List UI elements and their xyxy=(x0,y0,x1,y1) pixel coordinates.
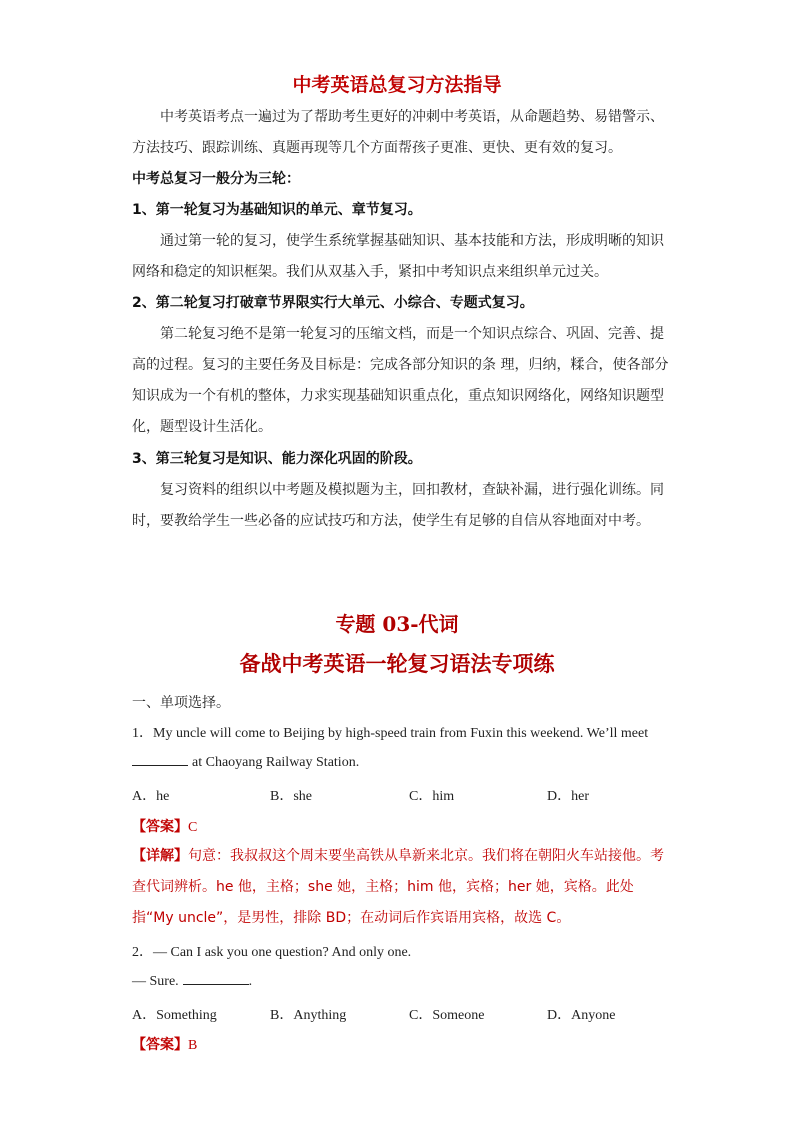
round3-text: 复习资料的组织以中考题及模拟题为主，回扣教材，查缺补漏，进行强化训练。同时，要教给学生一些必备的应试技巧和方法，使学生有足够的自信从容地面对中考。 xyxy=(132,482,664,529)
guide-title: 中考英语总复习方法指导 xyxy=(292,74,502,96)
question-1-line2 xyxy=(132,753,359,771)
explain-tag: 【详解】 xyxy=(132,848,188,864)
guide-intro: 中考英语考点一遍过为了帮助考生更好的冲刺中考英语，从命题趋势、易错警示、方法技巧、跟踪训练、真题再现等几个方面帮孩子更准、更快、更有效的复习。 xyxy=(132,109,664,156)
option-a: A．Something xyxy=(132,1008,217,1023)
option-a: A．he xyxy=(132,789,170,804)
answer-tag: 【答案】 xyxy=(132,1037,188,1053)
topic-subtitle: 备战中考英语一轮复习语法专项练 xyxy=(239,651,555,676)
question-1-explanation xyxy=(132,841,672,934)
question-2-line2: — Sure. . xyxy=(132,974,253,989)
answer-value: C xyxy=(188,820,198,835)
round2-heading: 2、第二轮复习打破章节界限实行大单元、小综合、专题式复习。 xyxy=(132,295,534,311)
option-c: C．Someone xyxy=(409,1008,485,1023)
option-b: B．Anything xyxy=(270,1008,347,1023)
question-2-answer xyxy=(132,1034,197,1054)
section-heading: 一、单项选择。 xyxy=(132,695,230,711)
question-1-answer xyxy=(132,816,197,836)
topic-title: 专题 03-代词 xyxy=(335,612,459,636)
answer-value: B xyxy=(188,1038,198,1053)
round2-text: 第二轮复习绝不是第一轮复习的压缩文档，而是一个知识点综合、巩固、完善、提高的过程。复习的主要任务及目标是：完成各部分知识的条 理，归纳，糅合，使各部分知识成为一个有机的整体，力求实现基础知识重点化，重点知识网络化，网络知识题型化，题型设计生活化。 xyxy=(132,326,669,435)
option-b: B．she xyxy=(270,789,312,804)
question-2-line2-text: — Sure. xyxy=(132,974,179,989)
option-c: C．him xyxy=(409,789,455,804)
answer-tag: 【答案】 xyxy=(132,819,188,835)
question-1-text: 1．My uncle will come to Beijing by high-speed train from Fuxin this weekend. We’ll meet xyxy=(132,726,649,741)
option-d: D．Anyone xyxy=(547,1008,616,1023)
round1-heading: 1、第一轮复习为基础知识的单元、章节复习。 xyxy=(132,202,422,218)
round3-heading: 3、第三轮复习是知识、能力深化巩固的阶段。 xyxy=(132,451,422,467)
answer-blank xyxy=(132,753,188,766)
answer-blank xyxy=(183,972,249,985)
rounds-heading: 中考总复习一般分为三轮： xyxy=(132,171,300,187)
explain-text: 句意：我叔叔这个周末要坐高铁从阜新来北京。我们将在朝阳火车站接他。考查代词辨析。he 他，主格；she 她，主格；him 他，宾格；her 她，宾格。此处指“My uncle”，是男性，排除 BD；在动词后作宾语用宾格，故选 C。 xyxy=(132,848,664,926)
option-d: D．her xyxy=(547,789,589,804)
round1-text: 通过第一轮的复习，使学生系统掌握基础知识、基本技能和方法，形成明晰的知识网络和稳定的知识框架。我们从双基入手，紧扣中考知识点来组织单元过关。 xyxy=(132,233,664,280)
question-1-line2-text: at Chaoyang Railway Station. xyxy=(192,755,360,770)
question-2-text: 2．— Can I ask you one question? And only one. xyxy=(132,945,412,960)
